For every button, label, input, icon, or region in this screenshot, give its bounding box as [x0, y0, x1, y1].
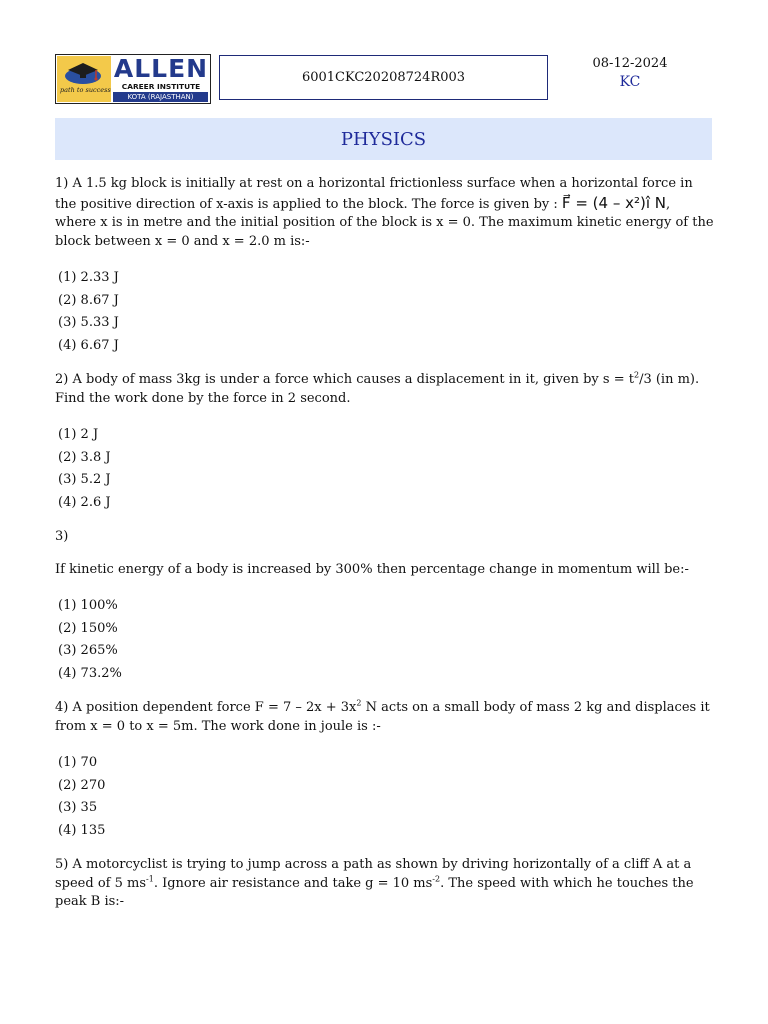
option-2[interactable]: (2) 8.67 J	[58, 292, 119, 308]
question-1	[55, 175, 715, 357]
test-tag: KC	[619, 74, 641, 90]
question-text: 1) A 1.5 kg block is initially at rest on a horizontal frictionless surface when a horizontal force in the positive direction of x-axis is applied to the block. The force is given by : F⃗ = (4 – x²)î N, where x is in metre and the initial position of the block is x = 0. The maximum kinetic energy of the block between x = 0 and x = 2.0 m is:-	[55, 176, 714, 249]
options-list	[55, 752, 715, 842]
question-text: 5) A motorcyclist is trying to jump across a path as shown by driving horizontally of a cliff A at a speed of 5 $ms^{-1}$. Ignore air resistance and take g = 10 $ms^{-2}$. The speed with which he touches the peak B is:-	[55, 857, 694, 909]
question-2	[55, 371, 715, 514]
option-4[interactable]: (4) 2.6 J	[58, 494, 111, 510]
subject-banner	[55, 118, 712, 160]
option-4[interactable]: (4) 135	[58, 822, 106, 838]
question-text: 4) A position dependent force $F = 7 - 2x + 3x^2$ N acts on a small body of mass 2 kg and displaces it from x = 0 to x = 5m. The work done in joule is :-	[55, 698, 710, 734]
option-2[interactable]: (2) 270	[58, 777, 106, 793]
test-date: 08-12-2024	[592, 56, 668, 71]
option-3[interactable]: (3) 265%	[58, 643, 118, 658]
logo-brand: ALLEN	[113, 54, 209, 83]
option-4[interactable]: (4) 73.2%	[58, 665, 122, 681]
option-3[interactable]: (3) 5.33 J	[58, 315, 119, 330]
force-formula: F⃗ = (4 – x²)î N	[561, 193, 666, 212]
option-2[interactable]: (2) 150%	[58, 620, 118, 636]
option-1[interactable]: (1) 100%	[58, 598, 118, 613]
question-text: If kinetic energy of a body is increased by 300% then percentage change in momentum will be:-	[55, 561, 689, 577]
options-list	[55, 424, 715, 514]
option-1[interactable]: (1) 2.33 J	[58, 270, 119, 285]
logo-subbrand: CAREER INSTITUTE	[121, 82, 201, 91]
option-2[interactable]: (2) 3.8 J	[58, 449, 111, 465]
logo-tagline: path to success	[60, 86, 111, 94]
question-text: 2) A body of mass 3kg is under a force which causes a displacement in it, given by $s = t^2/3$ (in m). Find the work done by the force in 2 second.	[55, 370, 700, 406]
graduation-cap-icon	[60, 60, 106, 86]
question-4	[55, 699, 715, 842]
paper-code: 6001CKC20208724R003	[301, 70, 466, 85]
option-3[interactable]: (3) 35	[58, 800, 98, 815]
option-1[interactable]: (1) 2 J	[58, 427, 99, 442]
options-list	[55, 267, 715, 357]
logo-city: KOTA (RAJASTHAN)	[113, 92, 208, 102]
subject-title: PHYSICS	[340, 128, 427, 150]
question-3	[55, 528, 715, 685]
options-list	[55, 595, 715, 685]
allen-logo	[55, 54, 211, 104]
question-5	[55, 856, 715, 912]
questions-section	[55, 175, 715, 912]
question-number: 3)	[55, 529, 69, 544]
option-3[interactable]: (3) 5.2 J	[58, 472, 111, 487]
paper-code-box	[219, 55, 548, 100]
option-1[interactable]: (1) 70	[58, 755, 98, 770]
page-header	[0, 0, 768, 110]
option-4[interactable]: (4) 6.67 J	[58, 337, 119, 353]
